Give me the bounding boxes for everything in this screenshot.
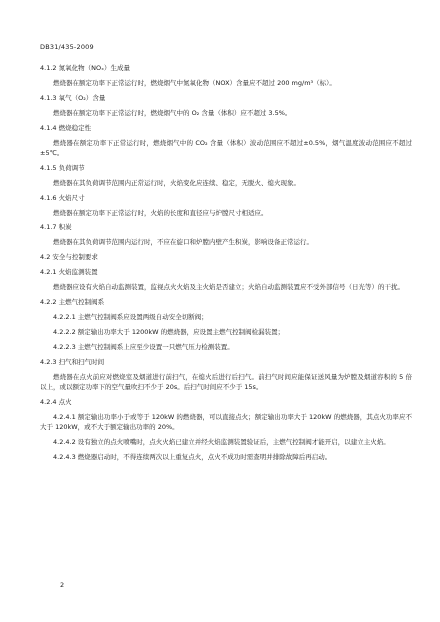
standard-number-header: DB31/435-2009 [40, 43, 94, 51]
section-heading: 4.2.2 主燃气控制阀系 [40, 298, 105, 306]
paragraph: 4.2.2.2 额定输出功率大于 1200kW 的燃烧器，应设置主燃气控制阀检漏装置； [53, 327, 285, 336]
paragraph: 燃烧器在额定功率下正常运行时，燃烧烟气中的 O₂ 含量（体积）应不超过 3.5%。 [53, 108, 292, 117]
section-heading: 4.1.5 负荷调节 [40, 163, 85, 172]
section-heading: 4.2 安全与控制要求 [40, 253, 98, 262]
document-body [40, 63, 412, 467]
paragraph: 燃烧器在其负荷调节范围内正常运行时，火焰变化应连续、稳定，无脱火、熄火现象。 [53, 178, 300, 187]
section-heading: 4.2.4 点火 [40, 397, 72, 406]
section-heading: 4.1.4 燃烧稳定性 [40, 123, 92, 132]
paragraph: 燃烧器在点火前应对燃烧室及烟道进行前扫气，在熄火后进行后扫气。前扫气时间应能保证送风量为炉膛及烟道容积的 5 倍以上，或以额定功率下的空气量吹扫不少于 20s。后扫气时间应不少于 15s。 [40, 372, 412, 391]
paragraph: 4.2.4.3 燃烧器启动时，不得连续两次以上重复点火，点火不成功时需查明并排除故障后再启动。 [53, 452, 332, 461]
section-heading: 4.1.2 氮氧化物（NOₓ）生成量 [40, 64, 130, 72]
section-heading: 4.1.7 积炭 [40, 223, 72, 232]
paragraph: 4.2.4.1 额定输出功率小于或等于 120kW 的燃烧器，可以直接点火；额定输出功率大于 120kW 的燃烧器，其点火功率应不大于 120kW，或不大于额定输出功率的 20%。 [40, 412, 412, 432]
paragraph: 4.2.4.2 设有独立的点火喷嘴时，点火火焰已建立并经火焰监测装置验证后，主燃气控制阀才能开启，以建立主火焰。 [53, 438, 390, 447]
paragraph: 燃烧器在额定功率下正常运行时，燃烧烟气中氮氧化物（NOX）含量应不超过 200 mg/m³（标）。 [53, 78, 336, 87]
section-heading: 4.2.3 扫气和扫气时间 [40, 357, 105, 366]
paragraph: 4.2.2.1 主燃气控制阀系应设置两级自动安全切断阀； [53, 312, 208, 321]
section-heading: 4.1.6 火焰尺寸 [40, 193, 85, 202]
section-heading: 4.1.3 氧气（O₂）含量 [40, 93, 106, 102]
page-number: 2 [60, 581, 65, 589]
paragraph: 燃烧器在额定功率下正常运行时，燃烧烟气中的 CO₂ 含量（体积）波动范围应不超过±0.5%，烟气温度波动范围应不超过±5℃。 [40, 138, 412, 157]
paragraph: 燃烧器在额定功率下正常运行时，火焰的长度和直径应与炉膛尺寸相适应。 [53, 208, 268, 217]
paragraph: 4.2.2.3 主燃气控制阀系上应至少设置一只燃气压力检测装置。 [53, 342, 234, 351]
paragraph: 燃烧器应设有火焰自动监测装置，监视点火火焰及主火焰是否建立；火焰自动监测装置应不受外部信号（日光等）的干扰。 [53, 283, 404, 292]
paragraph: 燃烧器在其负荷调节范围内运行时，不应在旋口和炉膛内壁产生积炭，影响设备正常运行。 [53, 238, 313, 247]
section-heading: 4.2.1 火焰监测装置 [40, 268, 98, 277]
